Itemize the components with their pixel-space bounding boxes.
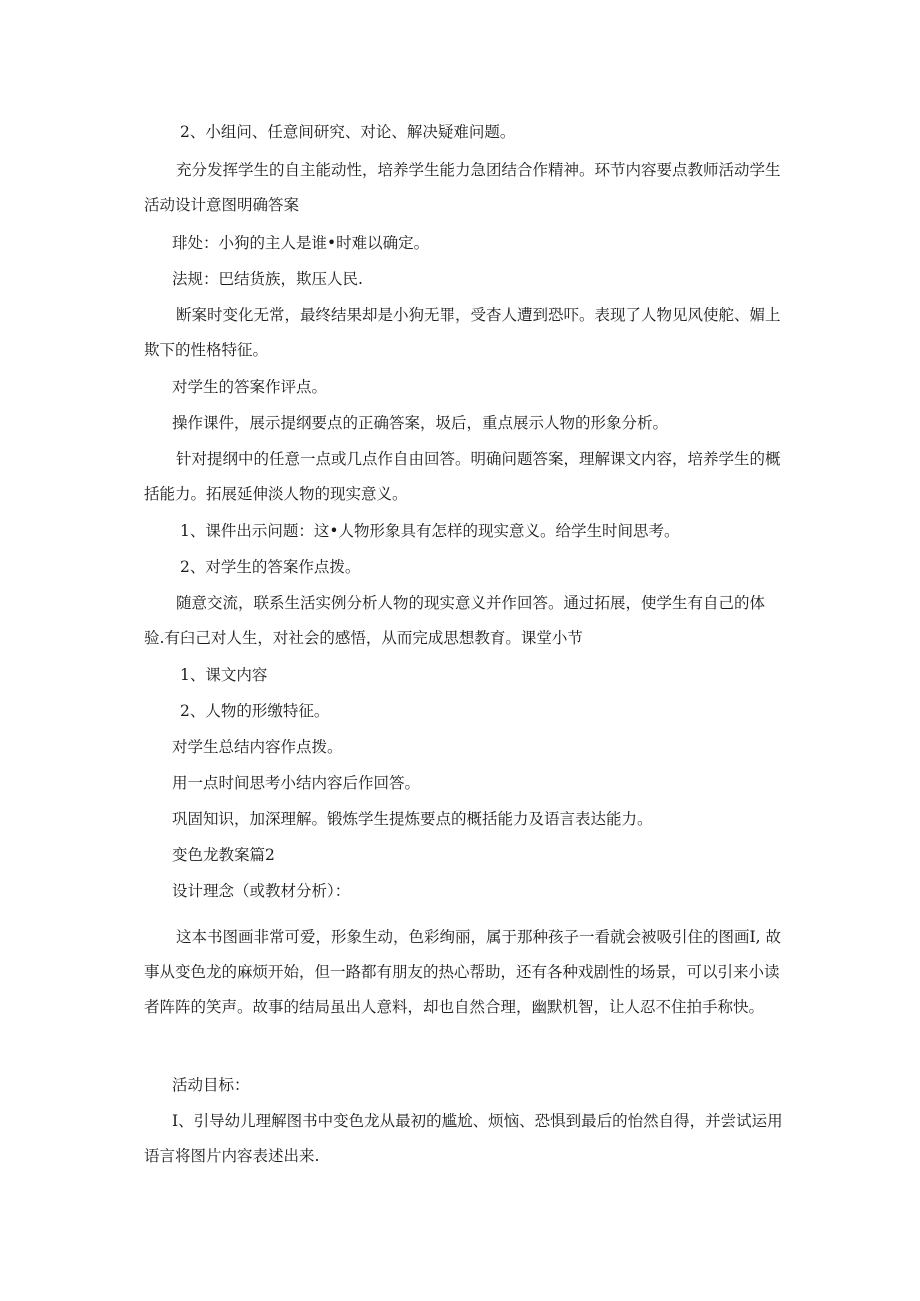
paragraph-17: 设计理念（或教材分析）： <box>172 882 351 900</box>
paragraph-7: 操作课件，展示提纲要点的正确答案，圾后，重点展示人物的形象分析。 <box>172 414 669 432</box>
paragraph-5: 断案时变化无常，最终结果却是小狗无罪，受杳人遭到恐吓。表现了人物见风使舵、媚上欺下的性格特征。 <box>144 306 781 359</box>
paragraph-11: 随意交流，联系生活实例分析人物的现实意义并作回答。通过拓展，使学生有自己的体验.有臼己对人生，对社会的感悟，从而完成思想教育。课堂小节 <box>144 594 766 647</box>
paragraph-8: 针对提纲中的任意一点或几点作自由回答。明确问题答案，理解课文内容，培养学生的概括能力。拓展延伸淡人物的现实意义。 <box>144 450 781 503</box>
paragraph-4: 法规：巴结货族，欺压人民. <box>172 270 363 288</box>
paragraph-3: 琲处：小狗的主人是谁•时难以确定。 <box>172 234 430 252</box>
paragraph-10: 2、对学生的答案作点拨。 <box>180 558 361 576</box>
paragraph-1: 2、小组问、任意间研究、对论、解决疑难问题。 <box>180 123 516 141</box>
paragraph-18: 这本书图画非常可爱，形象生动，色彩绚丽，属于那种孩子一看就会被吸引住的图画I, 故事从变色龙的麻烦开始，但一路都有朋友的热心帮助，还有各种戏剧性的场景，可以引来小读者阵阵的笑声。故事的结局虽出人意料，却也自然合理，幽默机智，让人忍不住拍手称快。 <box>144 928 781 1016</box>
paragraph-15: 用一点时间思考小结内容后作回答。 <box>172 774 421 792</box>
section-heading: 变色龙教案篇2 <box>172 846 275 864</box>
paragraph-19: 活动目标： <box>172 1076 250 1094</box>
paragraph-14: 对学生总结内容作点拨。 <box>172 738 343 756</box>
paragraph-2: 充分发挥学生的自主能动性，培养学生能力急团结合作精神。环节内容要点教师活动学生活动设计意图明确答案 <box>144 161 781 214</box>
paragraph-20: I、引导幼儿理解图书中变色龙从最初的尴尬、烦恼、恐惧到最后的怡然自得，并尝试运用语言将图片内容表述出来. <box>144 1112 783 1165</box>
paragraph-13: 2、人物的形缴特征。 <box>180 702 330 720</box>
paragraph-12: 1、课文内容 <box>180 666 268 684</box>
paragraph-16: 巩固知识，加深理解。锻炼学生提炼要点的概括能力及语言表达能力。 <box>172 810 653 828</box>
paragraph-6: 对学生的答案作评点。 <box>172 378 328 396</box>
paragraph-9: 1、课件出示问题：这•人物形象具有怎样的现实意义。给学生时间思考。 <box>180 522 680 540</box>
